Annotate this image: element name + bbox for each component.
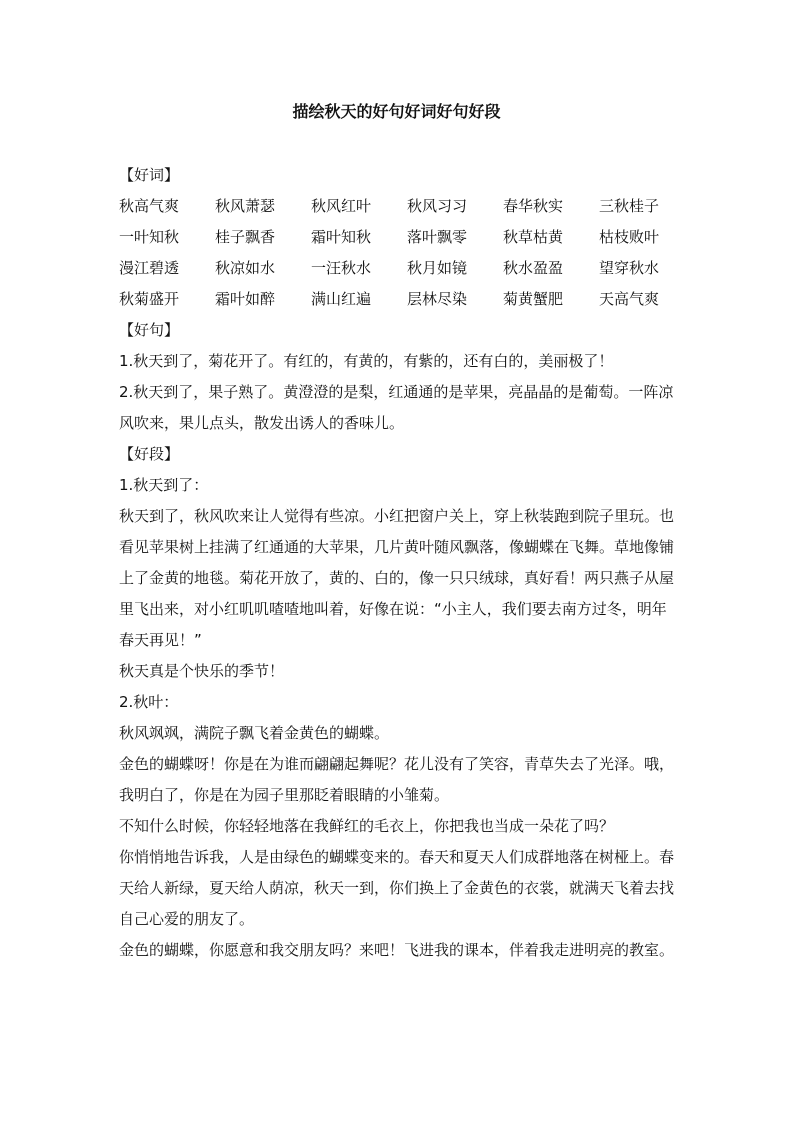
paragraph-text: 你悄悄地告诉我，人是由绿色的蝴蝶变来的。春天和夏天人们成群地落在树桠上。春天给人新绿，夏天给人荫凉，秋天一到，你们换上了金黄色的衣裳，就满天飞着去找自己心爱的朋友了。 <box>119 848 675 928</box>
word-item: 秋凉如水 <box>215 259 276 277</box>
words-grid <box>119 191 675 315</box>
word-item: 秋风萧瑟 <box>215 197 276 215</box>
word-item: 三秋桂子 <box>599 197 660 215</box>
word-item: 桂子飘香 <box>215 228 276 246</box>
word-item: 望穿秋水 <box>599 259 660 277</box>
word-item: 一叶知秋 <box>119 228 180 246</box>
word-item: 秋月如镜 <box>407 259 468 277</box>
paragraph-subtitle: 1.秋天到了： <box>119 476 209 494</box>
paragraph-text: 金色的蝴蝶，你愿意和我交朋友吗？来吧！飞进我的课本，伴着我走进明亮的教室。 <box>119 941 675 959</box>
word-item: 一汪秋水 <box>311 259 372 277</box>
word-item: 霜叶如醉 <box>215 290 276 308</box>
word-item: 枯枝败叶 <box>599 228 660 246</box>
word-item: 霜叶知秋 <box>311 228 372 246</box>
word-item: 秋草枯黄 <box>503 228 564 246</box>
word-item: 菊黄蟹肥 <box>503 290 564 308</box>
word-item: 秋菊盛开 <box>119 290 180 308</box>
word-item: 满山红遍 <box>311 290 372 308</box>
word-item: 秋风红叶 <box>311 197 372 215</box>
sentence-item: 1.秋天到了，菊花开了。有红的，有黄的，有紫的，还有白的，美丽极了！ <box>119 352 614 370</box>
word-item: 春华秋实 <box>503 197 564 215</box>
sentences-heading: 【好句】 <box>119 321 180 339</box>
word-item: 层林尽染 <box>407 290 468 308</box>
paragraphs-heading: 【好段】 <box>119 445 180 463</box>
page-title: 描绘秋天的好句好词好句好段 <box>292 102 501 121</box>
word-item: 漫江碧透 <box>119 259 180 277</box>
paragraph-text: 金色的蝴蝶呀！你是在为谁而翩翩起舞呢？花儿没有了笑容，青草失去了光泽。哦，我明白了，你是在为园子里那眨着眼睛的小雏菊。 <box>119 755 675 804</box>
paragraph-subtitle: 2.秋叶： <box>119 693 179 711</box>
word-item: 落叶飘零 <box>407 228 468 246</box>
word-item: 秋高气爽 <box>119 197 180 215</box>
paragraph-text: 秋天真是个快乐的季节！ <box>119 662 285 680</box>
document-body <box>119 160 675 966</box>
words-heading: 【好词】 <box>119 166 180 184</box>
paragraph-text: 秋风飒飒，满院子飘飞着金黄色的蝴蝶。 <box>119 724 390 742</box>
paragraph-text: 不知什么时候，你轻轻地落在我鲜红的毛衣上，你把我也当成一朵花了吗？ <box>119 817 615 835</box>
paragraph-text: 秋天到了，秋风吹来让人觉得有些凉。小红把窗户关上，穿上秋装跑到院子里玩。也看见苹果树上挂满了红通通的大苹果，几片黄叶随风飘落，像蝴蝶在飞舞。草地像铺上了金黄的地毯。菊花开放了，黄的、白的，像一只只绒球，真好看！两只燕子从屋里飞出来，对小红叽叽喳喳地叫着，好像在说：“小主人，我们要去南方过冬，明年春天再见！” <box>119 507 675 649</box>
word-item: 秋风习习 <box>407 197 468 215</box>
word-item: 秋水盈盈 <box>503 259 564 277</box>
word-item: 天高气爽 <box>599 290 660 308</box>
sentence-item: 2.秋天到了，果子熟了。黄澄澄的是梨，红通通的是苹果，亮晶晶的是葡萄。一阵凉风吹来，果儿点头，散发出诱人的香味儿。 <box>119 383 674 432</box>
